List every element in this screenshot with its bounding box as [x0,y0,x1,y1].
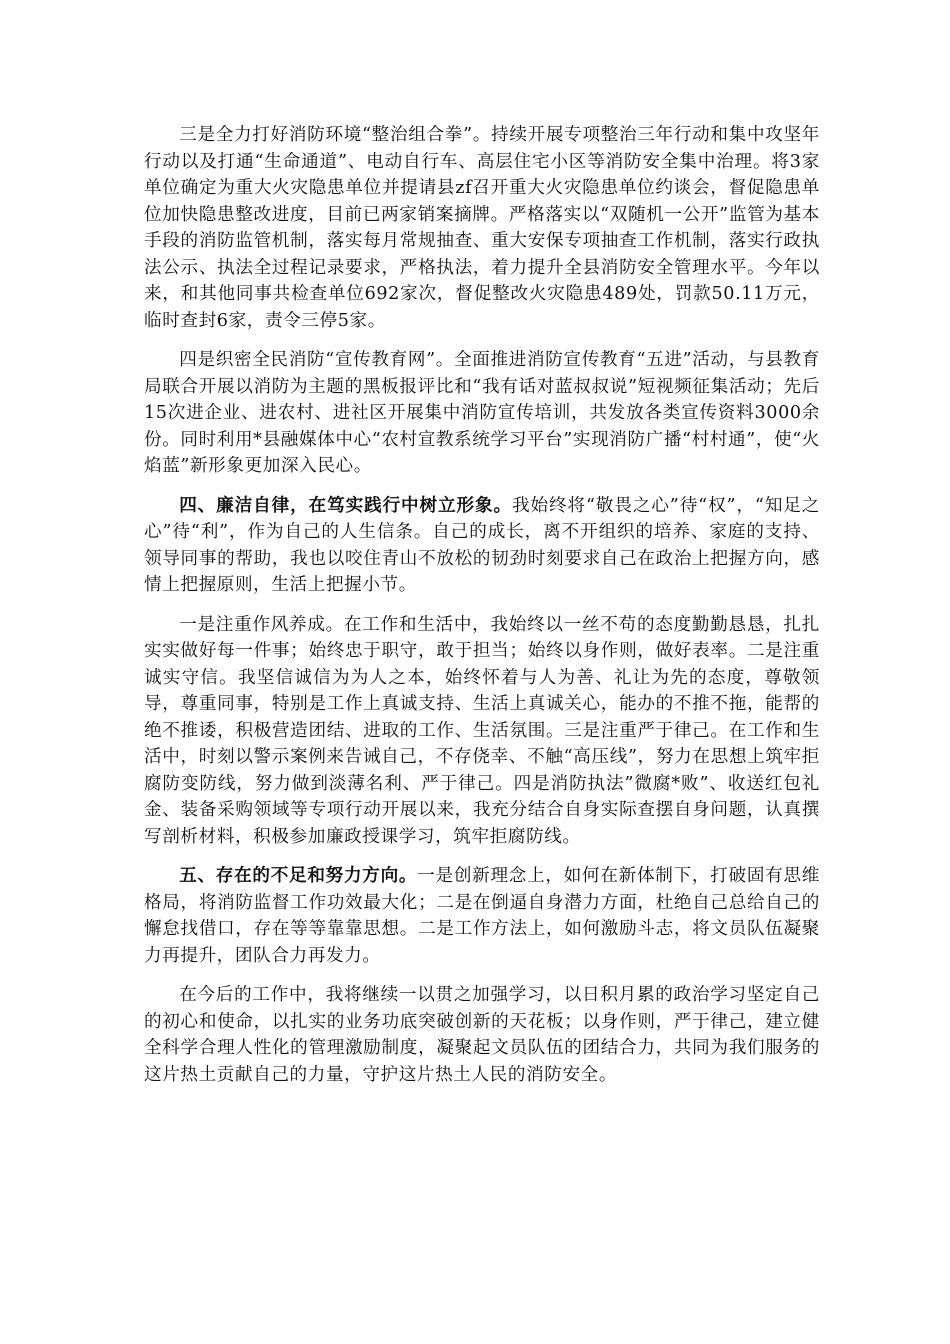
paragraph-shortcomings-section [144,863,820,969]
paragraph-text: 四是织密全民消防“宣传教育网”。全面推进消防宣传教育“五进”活动，与县教育局联合开展以消防为主题的黑板报评比和“我有话对蓝叔叔说”短视频征集活动；先后15次进企业、进农村、进社区开展集中消防宣传培训，共发放各类宣传资料3000余份。同时利用*县融媒体中心“农村宣教系统学习平台”实现消防广播“村村通”，使“火焰蓝”新形象更加深入民心。 [144,350,820,476]
paragraph-text: 三是全力打好消防环境“整治组合拳”。持续开展专项整治三年行动和集中攻坚年行动以及打通“生命通道”、电动自行车、高层住宅小区等消防安全集中治理。将3家单位确定为重大火灾隐患单位并提请县zf召开重大火灾隐患单位约谈会，督促隐患单位加快隐患整改进度，目前已两家销案摘牌。严格落实以“双随机一公开”监管为基本手段的消防监管机制，落实每月常规抽查、重大安保专项抽查工作机制，落实行政执法公示、执法全过程记录要求，严格执法，着力提升全县消防安全管理水平。今年以来，和其他同事共检查单位692家次，督促整改火灾隐患489处，罚款50.11万元，临时查封6家，责令三停5家。 [144,125,820,331]
section-heading: 五、存在的不足和努力方向。 [179,865,418,886]
paragraph-text: 在今后的工作中，我将继续一以贯之加强学习，以日积月累的政治学习坚定自己的初心和使命，以扎实的业务功底突破创新的天花板；以身作则，严于律己，建立健全科学合理人性化的管理激励制度，凝聚起文员队伍的团结合力，共同为我们服务的这片热土贡献自己的力量，守护这片热土人民的消防安全。 [144,985,820,1085]
document-body [144,122,820,1101]
paragraph-publicity-education [144,347,820,480]
paragraph-text: 一是创新理念上，如何在新体制下，打破固有思维格局，将消防监督工作功效最大化；二是在倒逼自身潜力方面，杜绝自己总给自己的懈怠找借口，存在等等靠靠思想。二是工作方法上，如何激励斗志，将文员队伍凝聚力再提升，团队合力再发力。 [144,866,820,966]
paragraph-environment-rectification [144,122,820,334]
paragraph-conduct-details [144,612,820,851]
paragraph-future-work [144,982,820,1088]
paragraph-integrity-section [144,493,820,599]
paragraph-text: 我始终将“敬畏之心”待“权”，“知足之心”待“利”，作为自己的人生信条。自己的成长，离不开组织的培养、家庭的支持、领导同事的帮助，我也以咬住青山不放松的韧劲时刻要求自己在政治上把握方向，感情上把握原则，生活上把握小节。 [144,495,820,595]
section-heading: 四、廉洁自律，在笃实践行中树立形象。 [179,494,512,516]
paragraph-text: 一是注重作风养成。在工作和生活中，我始终以一丝不苟的态度勤勤恳恳，扎扎实实做好每一件事；始终忠于职守，敢于担当；始终以身作则，做好表率。二是注重诚实守信。我坚信诚信为为人之本，始终怀着与人为善、礼让为先的态度，尊敬领导，尊重同事，特别是工作上真诚支持、生活上真诚关心，能办的不推不拖，能帮的绝不推诿，积极营造团结、进取的工作、生活氛围。三是注重严于律己。在工作和生活中，时刻以警示案例来告诫自己，不存侥幸、不触“高压线”，努力在思想上筑牢拒腐防变防线，努力做到淡薄名利、严于律己。四是消防执法”微腐*败”、收送红包礼金、装备采购领域等专项行动开展以来，我充分结合自身实际查摆自身问题，认真撰写剖析材料，积极参加廉政授课学习，筑牢拒腐防线。 [144,614,820,847]
